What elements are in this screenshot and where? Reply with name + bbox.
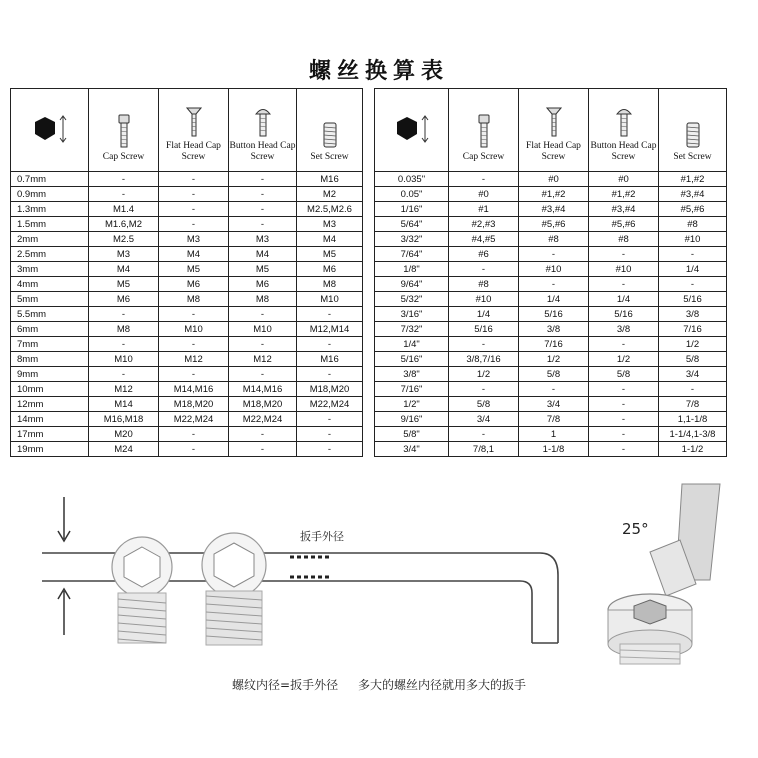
screw-size-cell: M14,M16 bbox=[159, 382, 229, 397]
screw-size-cell: - bbox=[89, 172, 159, 187]
screw-size-cell: #5,#6 bbox=[659, 202, 727, 217]
screw-size-cell: - bbox=[449, 262, 519, 277]
hex-key-header bbox=[11, 89, 89, 172]
table-row bbox=[11, 442, 363, 457]
table-row bbox=[11, 247, 363, 262]
screw-size-cell: - bbox=[159, 172, 229, 187]
screw-size-cell: #10 bbox=[449, 292, 519, 307]
hex-size-cell: 6mm bbox=[11, 322, 89, 337]
table-row bbox=[11, 382, 363, 397]
screw-size-cell: #4,#5 bbox=[449, 232, 519, 247]
screw-size-cell: M22,M24 bbox=[297, 397, 363, 412]
hex-size-cell: 1/4" bbox=[375, 337, 449, 352]
screw-size-cell: #0 bbox=[589, 172, 659, 187]
header-label: Cap Screw bbox=[462, 152, 505, 162]
screw-size-cell: M4 bbox=[89, 262, 159, 277]
table-row bbox=[11, 307, 363, 322]
screw-size-cell: - bbox=[297, 307, 363, 322]
screw-size-cell: - bbox=[589, 397, 659, 412]
cap-screw-icon bbox=[117, 114, 131, 148]
screw-size-cell: 7/8 bbox=[519, 412, 589, 427]
screw-size-cell: M14 bbox=[89, 397, 159, 412]
screw-size-cell: M16 bbox=[297, 172, 363, 187]
hex-size-cell: 2mm bbox=[11, 232, 89, 247]
screw-size-cell: 1/2 bbox=[589, 352, 659, 367]
screw-size-cell: - bbox=[89, 187, 159, 202]
hex-size-cell: 0.035" bbox=[375, 172, 449, 187]
hex-key-header bbox=[375, 89, 449, 172]
wrench-diameter-label: 扳手外径 bbox=[300, 530, 344, 543]
screw-size-cell: - bbox=[519, 382, 589, 397]
screw-size-cell: 5/16 bbox=[519, 307, 589, 322]
screw-size-cell: #1,#2 bbox=[589, 187, 659, 202]
screw-size-cell: #3,#4 bbox=[659, 187, 727, 202]
screw-size-cell: - bbox=[297, 442, 363, 457]
table-row bbox=[11, 217, 363, 232]
header-flat-head bbox=[159, 89, 229, 172]
screw-size-cell: M2.5,M2.6 bbox=[297, 202, 363, 217]
table-row bbox=[375, 352, 727, 367]
header-label: Set Screw bbox=[310, 152, 349, 162]
screw-size-cell: #10 bbox=[589, 262, 659, 277]
table-row bbox=[11, 187, 363, 202]
screw-size-cell: 7/8,1 bbox=[449, 442, 519, 457]
header-label: Button Head Cap Screw bbox=[590, 141, 657, 162]
hex-size-cell: 4mm bbox=[11, 277, 89, 292]
hex-size-cell: 17mm bbox=[11, 427, 89, 442]
screw-size-cell: M6 bbox=[229, 277, 297, 292]
screw-size-cell: 1-1/2 bbox=[659, 442, 727, 457]
screw-size-cell: - bbox=[229, 172, 297, 187]
screw-size-cell: #8 bbox=[519, 232, 589, 247]
screw-size-cell: - bbox=[297, 337, 363, 352]
screw-size-cell: 3/8 bbox=[589, 322, 659, 337]
screw-size-cell: - bbox=[229, 442, 297, 457]
screw-size-cell: #8 bbox=[589, 232, 659, 247]
screw-size-cell: M8 bbox=[229, 292, 297, 307]
hex-size-cell: 1/8" bbox=[375, 262, 449, 277]
screw-size-cell: #10 bbox=[519, 262, 589, 277]
screw-size-cell: - bbox=[297, 427, 363, 442]
screw-size-cell: - bbox=[159, 307, 229, 322]
screw-size-cell: - bbox=[589, 277, 659, 292]
screw-size-cell: M12 bbox=[159, 352, 229, 367]
screw-size-cell: - bbox=[159, 202, 229, 217]
screw-size-cell: - bbox=[449, 337, 519, 352]
screw-size-cell: - bbox=[229, 307, 297, 322]
screw-size-cell: - bbox=[89, 337, 159, 352]
screw-size-cell: 5/16 bbox=[589, 307, 659, 322]
header-button-head bbox=[589, 89, 659, 172]
hex-size-cell: 0.9mm bbox=[11, 187, 89, 202]
hex-size-cell: 3/16" bbox=[375, 307, 449, 322]
screw-size-cell: M10 bbox=[159, 322, 229, 337]
screw-size-cell: 3/4 bbox=[519, 397, 589, 412]
screw-size-cell: M3 bbox=[89, 247, 159, 262]
screw-size-cell: M18,M20 bbox=[229, 397, 297, 412]
screw-size-cell: - bbox=[159, 217, 229, 232]
screw-size-cell: 5/16 bbox=[449, 322, 519, 337]
hex-size-cell: 5/16" bbox=[375, 352, 449, 367]
screw-size-cell: M8 bbox=[297, 277, 363, 292]
screw-size-cell: 5/8 bbox=[589, 367, 659, 382]
table-row bbox=[375, 262, 727, 277]
screw-size-cell: - bbox=[229, 187, 297, 202]
screw-size-cell: 1-1/8 bbox=[519, 442, 589, 457]
screw-size-cell: - bbox=[589, 412, 659, 427]
hex-size-cell: 3/8" bbox=[375, 367, 449, 382]
screw-size-cell: M5 bbox=[159, 262, 229, 277]
table-row bbox=[375, 397, 727, 412]
wrench-diagram bbox=[30, 495, 590, 670]
screw-size-cell: M12 bbox=[229, 352, 297, 367]
table-row bbox=[375, 217, 727, 232]
screw-size-cell: 5/8 bbox=[449, 397, 519, 412]
table-row bbox=[11, 232, 363, 247]
screw-small-icon bbox=[112, 537, 172, 643]
screw-size-cell: #1 bbox=[449, 202, 519, 217]
screw-size-cell: - bbox=[589, 247, 659, 262]
screw-size-cell: M18,M20 bbox=[297, 382, 363, 397]
screw-size-cell: 1/4 bbox=[659, 262, 727, 277]
hex-size-cell: 7/32" bbox=[375, 322, 449, 337]
hex-size-cell: 7mm bbox=[11, 337, 89, 352]
screw-size-cell: M6 bbox=[297, 262, 363, 277]
hex-size-cell: 5.5mm bbox=[11, 307, 89, 322]
screw-size-cell: 7/16 bbox=[659, 322, 727, 337]
screw-size-cell: M18,M20 bbox=[159, 397, 229, 412]
header-set-screw bbox=[297, 89, 363, 172]
screw-size-cell: 3/4 bbox=[449, 412, 519, 427]
flat-head-screw-icon bbox=[546, 107, 562, 137]
header-button-head bbox=[229, 89, 297, 172]
screw-size-cell: 1,1-1/8 bbox=[659, 412, 727, 427]
page-title: 螺丝换算表 bbox=[308, 59, 449, 84]
screw-size-cell: M8 bbox=[89, 322, 159, 337]
screw-size-cell: #0 bbox=[519, 172, 589, 187]
screw-size-cell: - bbox=[229, 367, 297, 382]
hex-size-cell: 3/4" bbox=[375, 442, 449, 457]
header-label: Button Head Cap Screw bbox=[229, 141, 296, 162]
screw-size-cell: - bbox=[159, 187, 229, 202]
screw-size-cell: - bbox=[297, 412, 363, 427]
screw-size-cell: #6 bbox=[449, 247, 519, 262]
screw-size-cell: #10 bbox=[659, 232, 727, 247]
screw-size-cell: M1.6,M2 bbox=[89, 217, 159, 232]
hex-size-cell: 5/8" bbox=[375, 427, 449, 442]
hex-size-cell: 7/64" bbox=[375, 247, 449, 262]
screw-size-cell: - bbox=[449, 382, 519, 397]
socket-head-icon bbox=[608, 594, 692, 664]
screw-size-cell: M24 bbox=[89, 442, 159, 457]
screw-size-cell: M10 bbox=[297, 292, 363, 307]
hex-size-cell: 8mm bbox=[11, 352, 89, 367]
table-row bbox=[375, 277, 727, 292]
hex-size-cell: 3mm bbox=[11, 262, 89, 277]
table-row bbox=[11, 412, 363, 427]
screw-size-cell: M16,M18 bbox=[89, 412, 159, 427]
table-row bbox=[375, 427, 727, 442]
screw-size-cell: M10 bbox=[229, 322, 297, 337]
angled-hex-key-icon bbox=[650, 484, 720, 596]
table-row bbox=[375, 307, 727, 322]
screw-large-icon bbox=[202, 533, 266, 645]
screw-size-cell: - bbox=[449, 172, 519, 187]
table-row bbox=[375, 172, 727, 187]
screw-size-cell: #8 bbox=[659, 217, 727, 232]
header-flat-head bbox=[519, 89, 589, 172]
hex-size-cell: 0.05" bbox=[375, 187, 449, 202]
screw-size-cell: M2.5 bbox=[89, 232, 159, 247]
hex-size-cell: 1.5mm bbox=[11, 217, 89, 232]
screw-size-cell: - bbox=[229, 427, 297, 442]
screw-size-cell: 5/16 bbox=[659, 292, 727, 307]
screw-size-cell: M16 bbox=[297, 352, 363, 367]
table-row bbox=[11, 352, 363, 367]
screw-size-cell: #3,#4 bbox=[589, 202, 659, 217]
hex-size-cell: 19mm bbox=[11, 442, 89, 457]
screw-size-cell: M3 bbox=[159, 232, 229, 247]
screw-size-cell: 3/8 bbox=[659, 307, 727, 322]
hex-size-cell: 9mm bbox=[11, 367, 89, 382]
hex-size-cell: 1.3mm bbox=[11, 202, 89, 217]
screw-size-cell: M5 bbox=[229, 262, 297, 277]
usage-note bbox=[0, 676, 758, 693]
hex-size-cell: 9/64" bbox=[375, 277, 449, 292]
hex-size-cell: 14mm bbox=[11, 412, 89, 427]
table-row bbox=[375, 337, 727, 352]
screw-size-cell: M14,M16 bbox=[229, 382, 297, 397]
angle-diagram bbox=[600, 480, 730, 670]
table-row bbox=[375, 382, 727, 397]
hex-key-icon bbox=[391, 108, 433, 148]
set-screw-icon bbox=[685, 122, 701, 148]
table-row bbox=[375, 442, 727, 457]
screw-size-cell: #8 bbox=[449, 277, 519, 292]
table-row bbox=[375, 187, 727, 202]
hex-key-icon bbox=[29, 108, 71, 148]
screw-size-cell: #2,#3 bbox=[449, 217, 519, 232]
header-cap-screw bbox=[449, 89, 519, 172]
screw-size-cell: M4 bbox=[159, 247, 229, 262]
header-cap-screw bbox=[89, 89, 159, 172]
screw-size-cell: 1/2 bbox=[449, 367, 519, 382]
screw-size-cell: - bbox=[519, 247, 589, 262]
screw-size-cell: 3/4 bbox=[659, 367, 727, 382]
hex-size-cell: 5/32" bbox=[375, 292, 449, 307]
screw-size-cell: M6 bbox=[159, 277, 229, 292]
hex-size-cell: 5mm bbox=[11, 292, 89, 307]
screw-size-cell: M10 bbox=[89, 352, 159, 367]
screw-size-cell: M1.4 bbox=[89, 202, 159, 217]
hex-size-cell: 9/16" bbox=[375, 412, 449, 427]
header-label: Set Screw bbox=[673, 152, 712, 162]
hex-size-cell: 12mm bbox=[11, 397, 89, 412]
screw-size-cell: 1/4 bbox=[449, 307, 519, 322]
hex-size-cell: 1/2" bbox=[375, 397, 449, 412]
screw-size-cell: 5/8 bbox=[519, 367, 589, 382]
note-left: 螺纹内径=扳手外径 bbox=[232, 678, 339, 692]
imperial-conversion-table bbox=[374, 88, 727, 457]
screw-size-cell: M8 bbox=[159, 292, 229, 307]
screw-size-cell: #5,#6 bbox=[589, 217, 659, 232]
measure-arrows-icon bbox=[58, 497, 70, 635]
flat-head-screw-icon bbox=[186, 107, 202, 137]
header-label: Flat Head Cap Screw bbox=[526, 141, 581, 162]
metric-conversion-table bbox=[10, 88, 363, 457]
screw-size-cell: - bbox=[159, 337, 229, 352]
screw-size-cell: 3/8,7/16 bbox=[449, 352, 519, 367]
note-right: 多大的螺丝内径就用多大的扳手 bbox=[357, 678, 526, 692]
screw-size-cell: - bbox=[229, 337, 297, 352]
screw-size-cell: 7/8 bbox=[659, 397, 727, 412]
table-row bbox=[375, 367, 727, 382]
screw-size-cell: 1/4 bbox=[589, 292, 659, 307]
screw-size-cell: - bbox=[297, 367, 363, 382]
screw-size-cell: M6 bbox=[89, 292, 159, 307]
table-row bbox=[375, 292, 727, 307]
screw-size-cell: 1 bbox=[519, 427, 589, 442]
screw-size-cell: - bbox=[659, 382, 727, 397]
screw-size-cell: - bbox=[589, 442, 659, 457]
hex-size-cell: 3/32" bbox=[375, 232, 449, 247]
screw-size-cell: - bbox=[449, 427, 519, 442]
hex-size-cell: 10mm bbox=[11, 382, 89, 397]
screw-size-cell: - bbox=[159, 442, 229, 457]
button-head-screw-icon bbox=[616, 107, 632, 137]
table-row bbox=[11, 277, 363, 292]
screw-size-cell: - bbox=[159, 427, 229, 442]
table-row bbox=[11, 397, 363, 412]
screw-size-cell: #5,#6 bbox=[519, 217, 589, 232]
table-row bbox=[375, 232, 727, 247]
screw-size-cell: - bbox=[89, 307, 159, 322]
table-row bbox=[11, 172, 363, 187]
screw-size-cell: #1,#2 bbox=[519, 187, 589, 202]
screw-size-cell: - bbox=[229, 217, 297, 232]
angle-label: 25° bbox=[622, 520, 649, 538]
header-set-screw bbox=[659, 89, 727, 172]
screw-size-cell: - bbox=[589, 337, 659, 352]
screw-size-cell: M12 bbox=[89, 382, 159, 397]
screw-size-cell: M5 bbox=[297, 247, 363, 262]
table-row bbox=[11, 202, 363, 217]
table-row bbox=[375, 202, 727, 217]
button-head-screw-icon bbox=[255, 107, 271, 137]
screw-size-cell: M3 bbox=[229, 232, 297, 247]
header-label: Cap Screw bbox=[102, 152, 145, 162]
screw-size-cell: M3 bbox=[297, 217, 363, 232]
screw-size-cell: - bbox=[229, 202, 297, 217]
table-row bbox=[11, 337, 363, 352]
hex-size-cell: 2.5mm bbox=[11, 247, 89, 262]
screw-size-cell: M2 bbox=[297, 187, 363, 202]
cap-screw-icon bbox=[477, 114, 491, 148]
hex-size-cell: 5/64" bbox=[375, 217, 449, 232]
screw-size-cell: - bbox=[659, 277, 727, 292]
screw-size-cell: 1/2 bbox=[659, 337, 727, 352]
screw-size-cell: 3/8 bbox=[519, 322, 589, 337]
screw-size-cell: - bbox=[659, 247, 727, 262]
screw-size-cell: #3,#4 bbox=[519, 202, 589, 217]
screw-size-cell: - bbox=[519, 277, 589, 292]
screw-size-cell: 1/4 bbox=[519, 292, 589, 307]
screw-size-cell: M4 bbox=[229, 247, 297, 262]
table-row bbox=[375, 412, 727, 427]
screw-size-cell: M20 bbox=[89, 427, 159, 442]
screw-size-cell: M22,M24 bbox=[159, 412, 229, 427]
screw-size-cell: - bbox=[589, 427, 659, 442]
screw-size-cell: 1/2 bbox=[519, 352, 589, 367]
table-row bbox=[11, 322, 363, 337]
screw-size-cell: - bbox=[89, 367, 159, 382]
screw-size-cell: - bbox=[159, 367, 229, 382]
table-row bbox=[11, 292, 363, 307]
screw-size-cell: M22,M24 bbox=[229, 412, 297, 427]
header-label: Flat Head Cap Screw bbox=[166, 141, 221, 162]
table-row bbox=[375, 247, 727, 262]
set-screw-icon bbox=[322, 122, 338, 148]
table-row bbox=[11, 427, 363, 442]
screw-size-cell: M4 bbox=[297, 232, 363, 247]
hex-size-cell: 1/16" bbox=[375, 202, 449, 217]
table-row bbox=[11, 262, 363, 277]
screw-size-cell: M5 bbox=[89, 277, 159, 292]
hex-size-cell: 0.7mm bbox=[11, 172, 89, 187]
table-row bbox=[375, 322, 727, 337]
screw-size-cell: 1-1/4,1-3/8 bbox=[659, 427, 727, 442]
screw-size-cell: #1,#2 bbox=[659, 172, 727, 187]
screw-size-cell: 5/8 bbox=[659, 352, 727, 367]
table-row bbox=[11, 367, 363, 382]
screw-size-cell: - bbox=[589, 382, 659, 397]
screw-size-cell: M12,M14 bbox=[297, 322, 363, 337]
screw-size-cell: #0 bbox=[449, 187, 519, 202]
screw-size-cell: 7/16 bbox=[519, 337, 589, 352]
hex-size-cell: 7/16" bbox=[375, 382, 449, 397]
